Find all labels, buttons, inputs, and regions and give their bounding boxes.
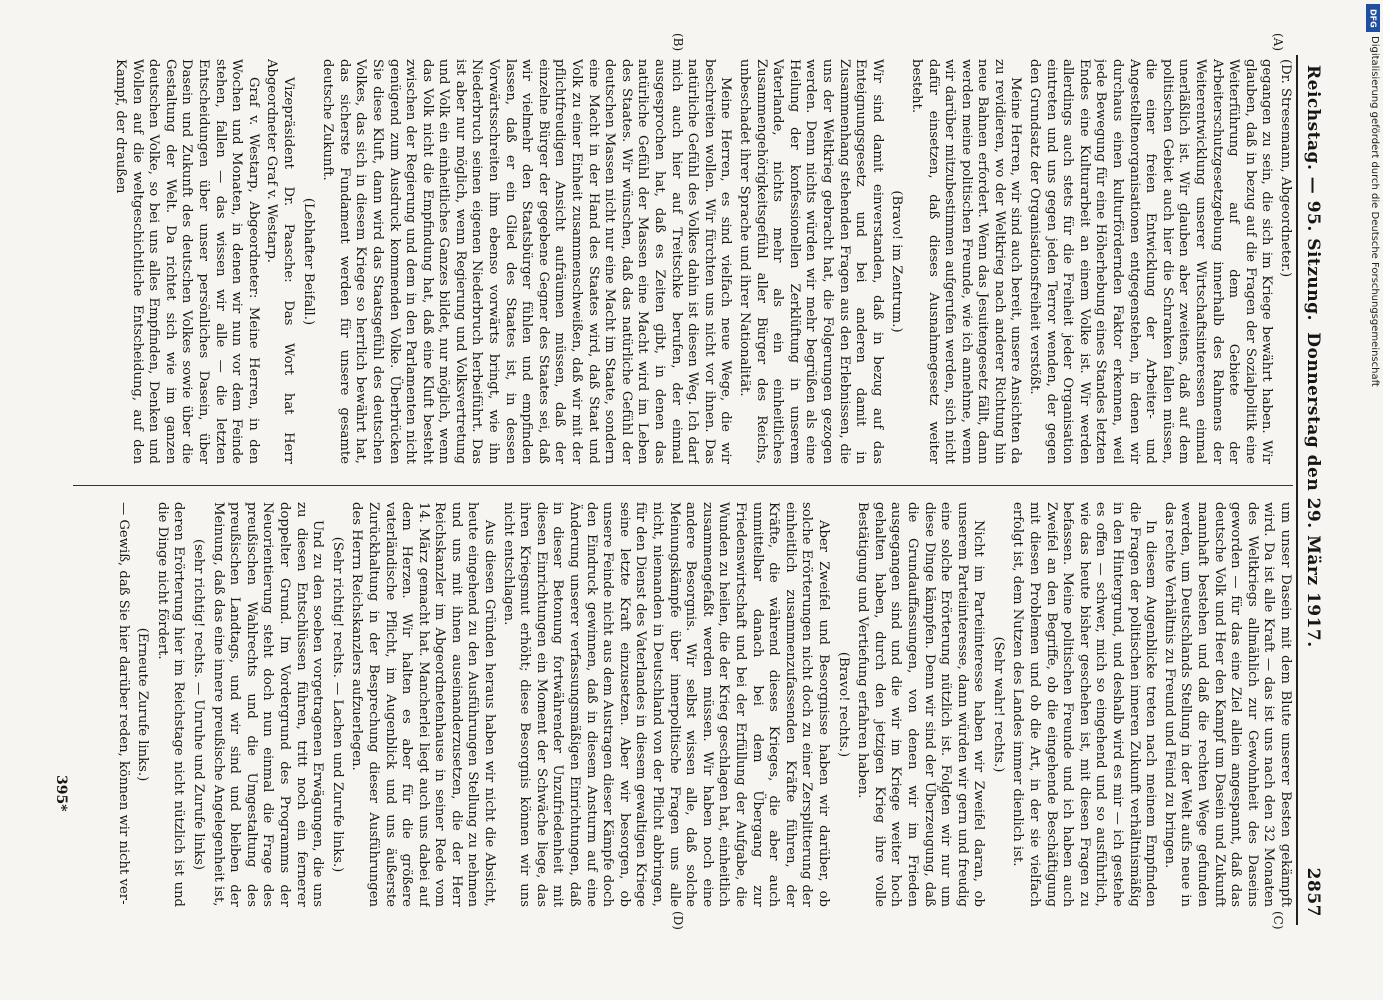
paragraph: Graf v. Westarp, Abgeordneter: Meine Herren, in den Wochen und Monaten, in denen wir nun vor dem Feinde stehen, fallen — das wissen wir alle — die letzten Entscheidungen über unser persönliches Dasein, über Dasein und Zukunft des deutschen Volkes sowie über die Gestaltung der Welt. Da richtet sich wie im ganzen deutschen Volke, so bei uns alles Empfinden, Denken und Wollen auf die weltgeschichtliche Entscheidung, auf den Kampf, der draußen — [113, 59, 261, 464]
header-rule — [1296, 55, 1298, 925]
paragraph: (Lebhafter Beifall.) — [300, 197, 316, 326]
paragraph: (Bravo! rechts.) — [835, 651, 851, 758]
paragraph: deren Erörterung hier im Reichstage nicht nützlich ist und die Dinge nicht fördert. — [154, 502, 187, 907]
paragraph: gegangen zu sein, die sich im Kriege bewährt haben. Wir glauben, daß in bezug auf die Fragen der Sozialpolitik eine Weiterführung auf dem Gebiete der Arbeiterschutzgesetzgebung innerhalb des Rahmens der Weiterentwicklung unserer Wirtschaftsinteressen einmal unerläßlich ist. Wir glauben aber zweitens, daß auf dem politischen Gebiet auch hier die Schranken fallen müssen, die einer freien Entwicklung der Arbeiter- und Angestelltenorganisationen entgegenstehen, in denen wir durchaus einen kulturfördernden Faktor erkennen, weil jede Bewegung für eine Höherhebung eines Standes letzten Endes eine Kulturarbeit an einem Volke ist. Wir werden allerdings auch stets für die Freiheit jeder Organisation eintreten und uns gegen jeden Terror wenden, der gegen den Grundsatz der Organisationsfreiheit verstößt. — [1027, 59, 1275, 464]
funding-caption: Digitalisierung gefördert durch die Deutsche Forschungsgemeinschaft — [1369, 36, 1380, 387]
footer-page-number: 395* — [53, 775, 69, 812]
paragraph: (Sehr wahr! rechts.) — [990, 636, 1006, 773]
paragraph: Nicht im Parteiinteresse haben wir Zweifel daran, ob unserem Parteiinteresse, dann würden wir gern und freudig eine solche Erörterung nützlich ist. Folgten wir nur um diese Dinge kämpfen. Denn wir sind der Überzeugung, daß die Grundauffassungen, von denen wir im Frieden ausgegangen sind und die wir im Kriege weiter hoch gehalten haben, durch den jetzigen Krieg ihre volle Bestätigung und Vertiefung erfahren haben. — [855, 502, 987, 907]
paragraph: Und zu den soeben vorgetragenen Erwägungen, die uns zu diesen Entschlüssen führen, tritt noch ein fernerer doppelter Grund. Im Vordergrund des Programms der Neuorientierung steht doch nun einmal die Frage des preußischen Wahlrechts und die Umgestaltung des preußischen Landtags, und wir sind und bleiben der Meinung, daß das eine innere preußische Angelegenheit ist, — [210, 502, 326, 907]
paragraph: Meine Herren, es sind vielfach neue Wege, die wir beschreiten wollen. Wir fürchten uns nicht vor ihnen. Das natürliche Gefühl des Volkes dahin ist diesen Weg. Ich darf mich auch hier auf Treitschke berufen, der einmal ausgesprochen hat, daß es Zeiten gibt, in denen das natürliche Gefühl der Massen eine Macht wird im Leben des Staates. Wir wünschen, daß das natürliche Gefühl der deutschen Massen nicht nur eine Macht im Staate, sondern eine Macht in der Hand des Staates wird, daß Staat und Volk zu einer Einheit zusammenschweißen, daß wir mit der pflichtfreudigen Ansicht aufräumen müssen, daß der einzelne Bürger der gegebene Gegner des Staates sei, daß wir vielmehr den Staatsbürger fühlen und empfinden lassen, daß er ein Glied des Staates ist, in dessen Vorwärtsschreiten ihm ebenso vorwärts bringt, wie ihn Niederbruch seinen eigenen Niederbruch herbeiführt. Das ist aber nur möglich, wenn Regierung und Volksvertretung und Volk ein einheitliches Ganzes bildet, nur möglich, wenn das Volk nicht die Empfindung hat, daß eine Kluft besteht zwischen der Regierung und dem in den Parlamenten nicht genügend zum Ausdruck kommenden Volke. Überbrücken Sie diese Kluft, dann wird das Staatsgefühl des deutschen Volkes, das sich in diesem Kriege so herrlich bewährt hat, das sicherste Fundament werden für unsere gesamte deutsche Zukunft. — [320, 59, 734, 464]
header-date: Donnerstag den 29. März 1917. — [1303, 332, 1323, 648]
column-divider — [73, 485, 1293, 486]
paragraph: Meine Herren, wir sind auch bereit, unsere Ansichten da zu revidieren, wo der Weltkrieg nach anderer Richtung hin neue Bahnen erfordert. Wenn das Jesuitengesetz fällt, dann werden meine politischen Freunde, wie ich annehme, wenn wir darüber mitzubestimmen aufgerufen werden, sich nicht dafür einsetzen, daß dieses Ausnahmegesetz weiter besteht. — [908, 59, 1024, 464]
dfg-logo: DFG — [1366, 4, 1380, 32]
paragraph: (sehr richtig! rechts. — Unruhe und Zurufe links) — [191, 538, 206, 871]
margin-marker-c: (C) — [1271, 911, 1285, 930]
paragraph: Aber Zweifel und Besorgnisse haben wir darüber, ob solche Erörterungen nicht doch zu einer Zersplitterung der einheitlich zusammenzufassenden Kräfte führen, der Kräfte, die während dieses Krieges, die aber auch unmittelbar danach bei dem Übergang zur Friedenswirtschaft und bei der Erfüllung der Aufgabe, die Wunden zu heilen, die der Krieg geschlagen hat, einheitlich zusammengefaßt werden müssen. Wir haben noch eine andere Besorgnis. Wir selbst wissen alle, daß solche Meinungskämpfe über innerpolitische Fragen uns alle nicht, niemanden in Deutschland von der Pflicht abbringen, für den Dienst des Vaterlandes in diesem gewaltigen Kriege seine letzte Kraft einzusetzen. Aber wir besorgen, ob unsere Feinde nicht aus dem Austragen dieser Kämpfe doch den Eindruck gewinnen, daß in diesem Ansturm auf eine Änderung unserer verfassungsmäßigen Einrichtungen, daß in dieser Betonung fortwährender Unzufriedenheit mit diesen Einrichtungen ein Moment der Schwäche liege, das ihren Kriegsmut erhöht; diese Besorgnis können wir uns nicht entschlagen. — [500, 502, 831, 907]
paragraph: (Erneute Zurufe links.) — [135, 627, 151, 782]
margin-marker-a: (A) — [1271, 33, 1285, 52]
paragraph: (Dr. Stresemann, Abgeordneter.) — [1278, 59, 1293, 278]
left-column — [73, 59, 1293, 464]
paragraph: In diesem Augenblicke treten nach meinem Empfinden die Fragen der politischen inneren Zukunft verhältnismäßig in den Hintergrund, und deshalb wird es mir — ich gestehe es offen — schwer, mich so eingehend und so ausführlich, wie das heute bisher geschehen ist, mit diesen Fragen zu befassen. Meine politischen Freunde und ich haben auch Zweifel an den Begriffe, ob die eingehende Beschäftigung mit diesen Problemen und ob die Art, in der sie vielfach erfolgt ist, dem Nutzen des Landes immer dienlich ist. — [1010, 502, 1159, 907]
page-header — [1299, 55, 1325, 925]
paragraph: um unser Dasein mit dem Blute unserer Besten gekämpft wird. Da ist alle Kraft — das ist uns nach den 32 Monaten des Weltkriegs allmählich zur Gewohnheit des Daseins geworden — für das eine Ziel allein angespannt, daß das deutsche Volk und Heer den Kampf um Dasein und Zukunft mannhaft bestehen und daß die rechten Wege gefunden werden, um Deutschlands Stellung in der Welt aufs neue in das rechte Verhältnis zu Freund und Feind zu bringen. — [1161, 502, 1293, 907]
paragraph: Vizepräsident Dr. Paasche: Das Wort hat Herr Abgeordneter Graf v. Westarp. — [264, 59, 296, 464]
paragraph: (Sehr richtig! rechts. — Lachen und Zurufe links.) — [329, 536, 345, 873]
margin-marker-d: (D) — [671, 911, 685, 930]
paragraph: Wir sind damit einverstanden, daß in bezug auf das Enteignungsgesetz und bei anderen damit in Zusammenhang stehenden Fragen aus den Erlebnissen, die uns der Weltkrieg gebracht hat, die Folgerungen gezogen werden. Denn nichts würden wir mehr begrüßen als eine Heilung der konfessionellen Zerklüftung in unserem Vaterlande, nichts mehr als ein einheitliches Zusammengehörigkeitsgefühl aller Bürger des Reichs, unbeschadet ihrer Sprache und ihrer Nationalität. — [737, 59, 885, 464]
rotated-page-content — [53, 33, 1325, 930]
margin-marker-b: (B) — [671, 33, 685, 52]
paragraph: Aus diesen Gründen heraus haben wir nicht die Absicht, heute eingehend zu den Ausführungen Stellung zu nehmen und uns mit ihnen auseinanderzusetzen, die der Herr Reichskanzler im Abgeordnetenhause in seiner Rede vom 14. März gemacht hat. Mancherlei liegt auch uns dabei auf dem Herzen. Wir halten es aber für die größere vaterländische Pflicht, im Augenblick und uns äußerste Zurückhaltung in der Besprechung dieser Ausführungen des Herrn Reichskanzlers aufzuerlegen. — [349, 502, 498, 907]
right-column — [73, 502, 1293, 907]
header-left: Reichstag. — 95. Sitzung. — [1303, 65, 1323, 321]
paragraph: — Gewiß, daß Sie hier darüber reden, können wir nicht ver- — [115, 502, 131, 905]
page-number: 2857 — [1303, 867, 1323, 917]
paragraph: (Bravo! im Zentrum.) — [889, 190, 905, 333]
